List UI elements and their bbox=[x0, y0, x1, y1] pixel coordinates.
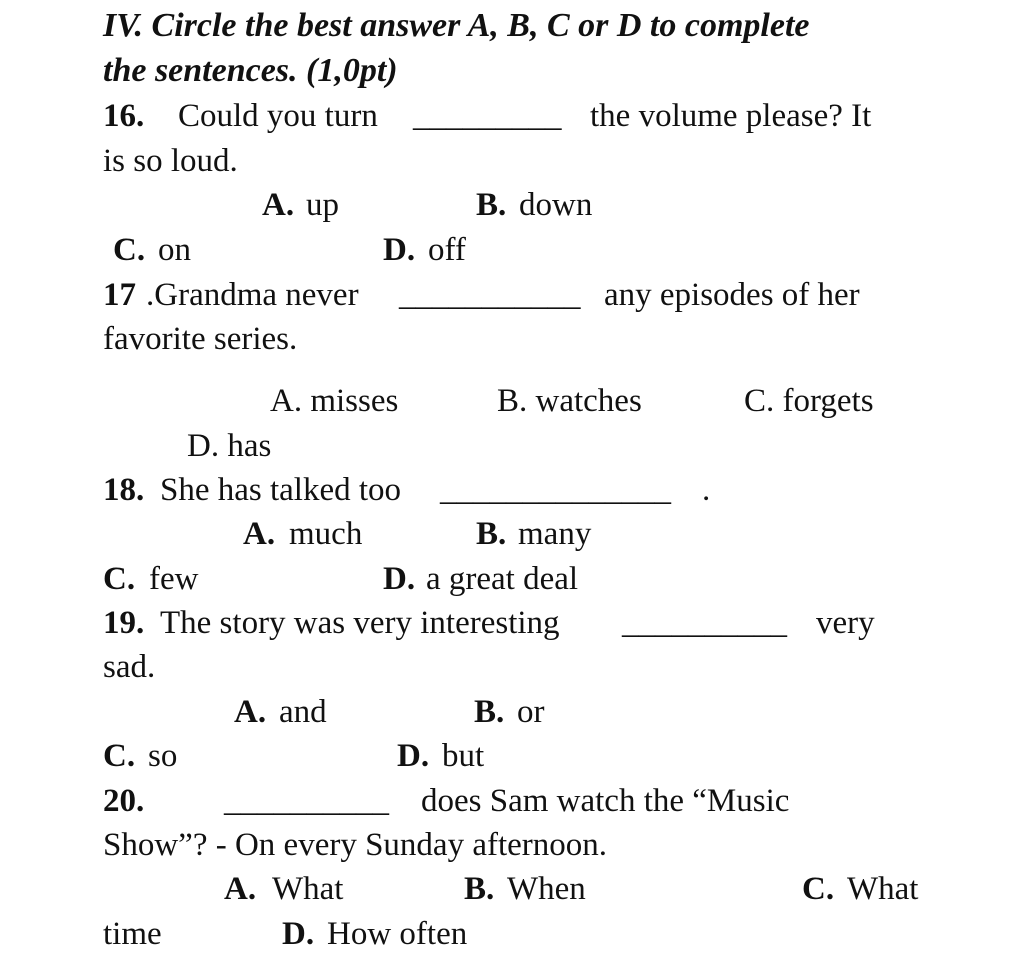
option-text[interactable]: down bbox=[519, 187, 593, 223]
option-letter[interactable]: D. bbox=[383, 232, 416, 268]
question-stem: Show”? - On every Sunday afternoon. bbox=[103, 827, 608, 863]
question-number: 17 bbox=[103, 277, 136, 313]
option-text[interactable]: off bbox=[428, 232, 466, 268]
option-letter[interactable]: A. bbox=[224, 871, 257, 907]
question-number: 16. bbox=[103, 98, 145, 134]
option-letter[interactable]: C. bbox=[802, 871, 835, 907]
question-number: 19. bbox=[103, 605, 145, 641]
question-number: 18. bbox=[103, 472, 145, 508]
question-stem: Could you turn bbox=[178, 98, 378, 134]
option-text[interactable]: B. watches bbox=[497, 383, 642, 419]
option-letter[interactable]: D. bbox=[397, 738, 430, 774]
question-stem: does Sam watch the “Music bbox=[421, 783, 790, 819]
option-letter[interactable]: D. bbox=[282, 916, 315, 952]
question-stem: the volume please? It bbox=[590, 98, 872, 134]
answer-blank: __________ bbox=[224, 783, 389, 819]
option-letter[interactable]: C. bbox=[103, 561, 136, 597]
option-text[interactable]: time bbox=[103, 916, 162, 952]
option-text[interactable]: many bbox=[518, 516, 592, 552]
option-letter[interactable]: D. bbox=[383, 561, 416, 597]
question-stem: She has talked too bbox=[160, 472, 402, 508]
option-letter[interactable]: C. bbox=[113, 232, 146, 268]
question-stem: sad. bbox=[103, 649, 156, 685]
option-text[interactable]: so bbox=[148, 738, 178, 774]
option-letter[interactable]: B. bbox=[476, 516, 507, 552]
option-text[interactable]: few bbox=[149, 561, 199, 597]
option-text[interactable]: What bbox=[847, 871, 919, 907]
option-text[interactable]: A. misses bbox=[270, 383, 399, 419]
question-number: 20. bbox=[103, 783, 145, 819]
question-stem: any episodes of her bbox=[604, 277, 860, 313]
option-text[interactable]: D. has bbox=[187, 428, 272, 464]
question-stem: very bbox=[816, 605, 875, 641]
option-letter[interactable]: B. bbox=[476, 187, 507, 223]
option-text[interactable]: and bbox=[279, 694, 327, 730]
option-letter[interactable]: A. bbox=[243, 516, 276, 552]
option-text[interactable]: C. forgets bbox=[744, 383, 874, 419]
option-text[interactable]: When bbox=[507, 871, 586, 907]
instruction-line-1: IV. Circle the best answer A, B, C or D to complete bbox=[103, 7, 810, 44]
option-text[interactable]: up bbox=[306, 187, 339, 223]
option-text[interactable]: but bbox=[442, 738, 485, 774]
option-text[interactable]: How often bbox=[327, 916, 468, 952]
answer-blank: _________ bbox=[413, 98, 562, 134]
answer-blank: ______________ bbox=[440, 472, 671, 508]
question-stem: is so loud. bbox=[103, 143, 238, 179]
option-text[interactable]: a great deal bbox=[426, 561, 579, 597]
question-stem: The story was very interesting bbox=[160, 605, 560, 641]
option-letter[interactable]: A. bbox=[234, 694, 267, 730]
answer-blank: ___________ bbox=[399, 277, 581, 313]
question-stem: . bbox=[702, 472, 711, 508]
question-stem: favorite series. bbox=[103, 321, 298, 357]
instruction-line-2: the sentences. (1,0pt) bbox=[103, 52, 398, 89]
question-stem: .Grandma never bbox=[146, 277, 359, 313]
option-text[interactable]: or bbox=[517, 694, 545, 730]
answer-blank: __________ bbox=[622, 605, 787, 641]
option-text[interactable]: on bbox=[158, 232, 191, 268]
option-letter[interactable]: C. bbox=[103, 738, 136, 774]
option-text[interactable]: What bbox=[272, 871, 344, 907]
option-letter[interactable]: B. bbox=[464, 871, 495, 907]
option-letter[interactable]: A. bbox=[262, 187, 295, 223]
option-letter[interactable]: B. bbox=[474, 694, 505, 730]
option-text[interactable]: much bbox=[289, 516, 363, 552]
